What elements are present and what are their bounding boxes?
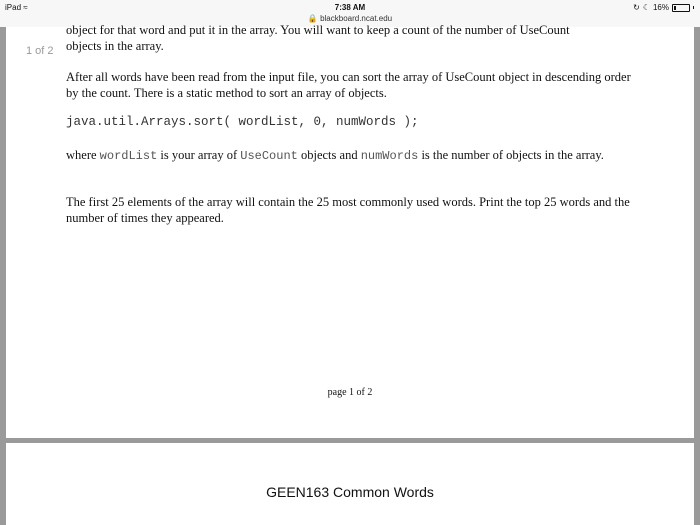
paragraph-explanation: where wordList is your array of UseCount objects and numWords is the number of objects in the array. (66, 148, 604, 163)
page-indicator: 1 of 2 (26, 45, 54, 57)
url-text: blackboard.ncat.edu (320, 14, 393, 23)
clock: 7:38 AM (334, 3, 366, 12)
device-label: iPad (5, 3, 22, 12)
battery-percent: 16% (652, 3, 669, 12)
page-title: GEEN163 Common Words (266, 484, 434, 500)
wifi-icon: ≈ (23, 3, 28, 12)
document-page-1[interactable] (6, 23, 694, 438)
paragraph-top-line2: objects in the array. (66, 39, 164, 53)
code-snippet: java.util.Arrays.sort( wordList, 0, numWords ); (66, 115, 419, 129)
paragraph-print: The first 25 elements of the array will contain the 25 most commonly used words. Print the top 25 words and the number of times they appeared. (66, 195, 630, 225)
paragraph-top (66, 22, 636, 54)
status-icons (633, 3, 694, 12)
paragraph-sort: After all words have been read from the input file, you can sort the array of UseCount object in descending order by the count. There is a static method to sort an array of objects. (66, 70, 631, 100)
document-page-2[interactable] (6, 443, 694, 525)
page-footer: page 1 of 2 (327, 387, 373, 398)
lock-icon: 🔒 (307, 14, 318, 23)
paragraph-top-line1: object for that word and put it in the array. You will want to keep a count of the number of UseCount (66, 23, 570, 37)
rotation-lock-icon: ↻ (633, 3, 640, 12)
battery-icon (672, 4, 690, 12)
moon-icon: ☾ (642, 3, 650, 12)
